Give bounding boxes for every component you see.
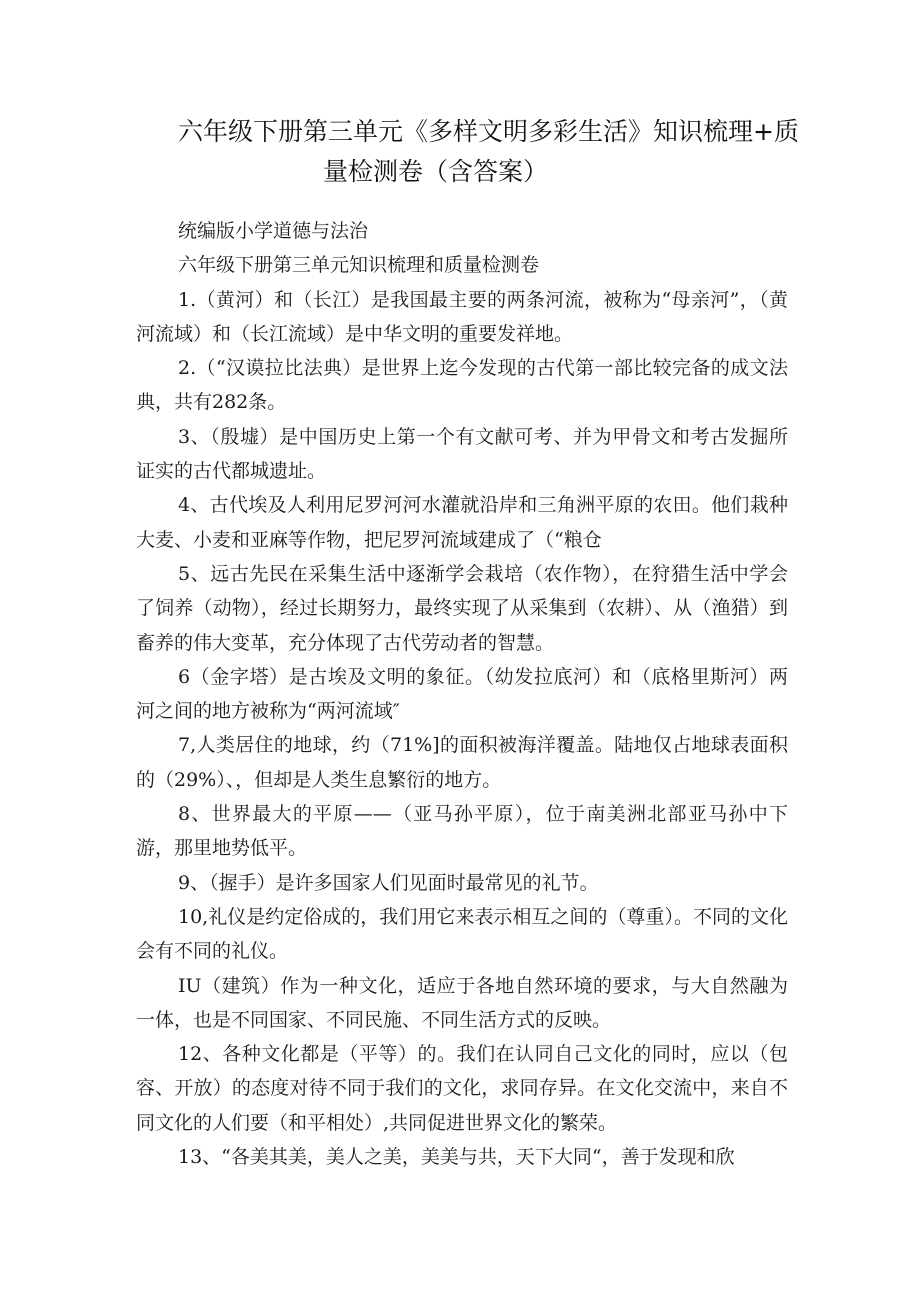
paragraph-subject: 统编版小学道德与法治: [178, 220, 369, 242]
paragraph-item-13: 13、“各美其美，美人之美，美美与共，天下大同“，善于发现和欣: [178, 1146, 735, 1169]
paragraph-item-5: 5、远古先民在采集生活中逐渐学会栽培（农作物），在狩猎生活中学会了饲养（动物），经过长期努力，最终实现了从采集到（农耕）、从（渔猎）到畜养的伟大变革，充分体现了古代劳动者的智慧。: [136, 562, 788, 654]
document-body: [136, 214, 788, 1174]
paragraph-item-12: 12、各种文化都是（平等）的。我们在认同自己文化的同时，应以（包容、开放）的态度对待不同于我们的文化，求同存异。在文化交流中，来自不同文化的人们要（和平相处）,共同促进世界文化的繁荣。: [136, 1043, 788, 1134]
paragraph-item-6: 6（金字塔）是古埃及文明的象征。（幼发拉底河）和（底格里斯河）两河之间的地方被称为“两河流域″: [136, 665, 788, 723]
paragraph-item-3: 3、（殷墟）是中国历史上第一个有文献可考、并为甲骨文和考古发掘所证实的古代都城遗址。: [136, 425, 788, 483]
title-line-2: 量检测卷（含答案）: [323, 157, 549, 186]
paragraph-item-9: 9、（握手）是许多国家人们见面时最常见的礼节。: [178, 871, 599, 894]
paragraph-item-4: 4、古代埃及人利用尼罗河河水灌就沿岸和三角洲平原的农田。他们栽种大麦、小麦和亚麻等作物，把尼罗河流域建成了（“粮仓: [136, 494, 788, 551]
paragraph-item-2: 2.（“汉谟拉比法典）是世界上迄今发现的古代第一部比较完备的成文法典，共有282条。: [136, 357, 788, 414]
paragraph-item-8: 8、世界最大的平原——（亚马孙平原），位于南美洲北部亚马孙中下游，那里地势低平。: [136, 803, 788, 860]
paragraph-item-11: IU（建筑）作为一种文化，适应于各地自然环境的要求，与大自然融为一体，也是不同国家、不同民施、不同生活方式的反映。: [136, 974, 788, 1031]
paragraph-item-10: 10,礼仪是约定俗成的，我们用它来表示相互之间的（尊重）。不同的文化会有不同的礼仪。: [136, 905, 788, 963]
paragraph-item-7: 7,人类居住的地球，约（71%]的面积被海洋覆盖。陆地仅占地球表面积的（29%）、，但却是人类生息繁衍的地方。: [136, 734, 788, 791]
paragraph-subtitle: 六年级下册第三单元知识梳理和质量检测卷: [178, 254, 540, 277]
paragraph-item-1: 1.（黄河）和（长江）是我国最主要的两条河流，被称为“母亲河”，（黄河流域）和（长江流域）是中华文明的重要发祥地。: [136, 288, 788, 345]
document-title: [140, 112, 830, 192]
title-line-1: 六年级下册第三单元《多样文明多彩生活》知识梳理+质: [178, 117, 799, 146]
